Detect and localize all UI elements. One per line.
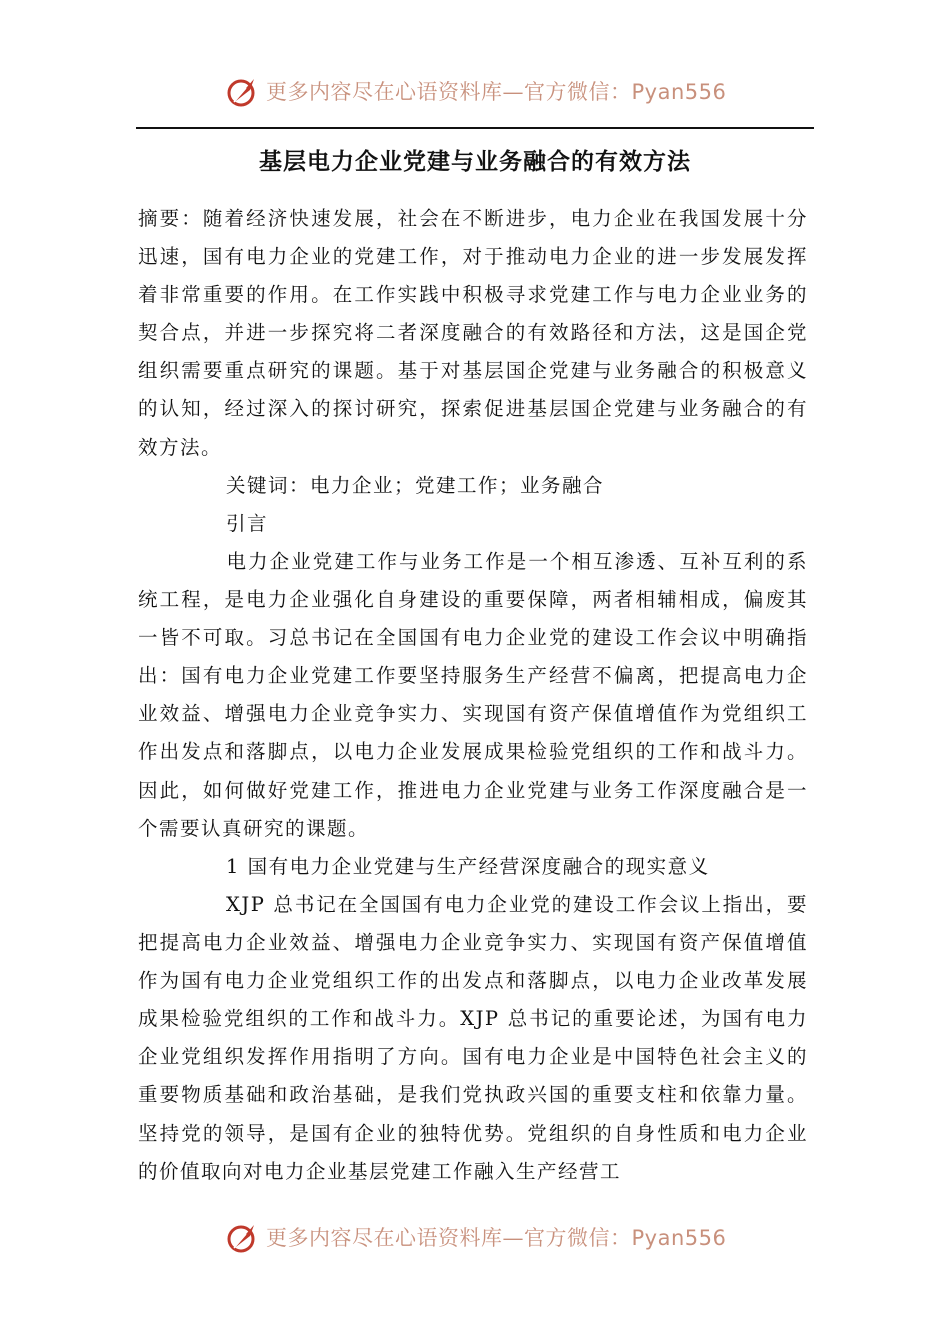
banner-text: 更多内容尽在心语资料库—官方微信：Pyan556	[266, 1226, 727, 1250]
wechat-id: Pyan556	[631, 80, 727, 104]
section-1-paragraph: XJP 总书记在全国国有电力企业党的建设工作会议上指出，要把提高电力企业效益、增强电力企业竞争实力、实现国有资产保值增值作为国有电力企业党组织工作的出发点和落脚点，以电力企业改革发展成果检验党组织的工作和战斗力。XJP 总书记的重要论述，为国有电力企业党组织发挥作用指明了方向。国有电力企业是中国特色社会主义的重要物质基础和政治基础，是我们党执政兴国的重要支柱和依靠力量。坚持党的领导，是国有企业的独特优势。党组织的自身性质和电力企业的价值取向对电力企业基层党建工作融入生产经营工	[138, 893, 808, 1183]
quill-logo-icon	[224, 1220, 260, 1256]
banner-text: 更多内容尽在心语资料库—官方微信：Pyan556	[266, 80, 727, 104]
footer-banner	[0, 1218, 950, 1258]
quill-logo-icon	[224, 74, 260, 110]
wechat-id: Pyan556	[631, 1226, 727, 1250]
intro-paragraph: 电力企业党建工作与业务工作是一个相互渗透、互补互利的系统工程，是电力企业强化自身建设的重要保障，两者相辅相成，偏废其一皆不可取。习总书记在全国国有电力企业党的建设工作会议中明确指出：国有电力企业党建工作要坚持服务生产经营不偏离，把提高电力企业效益、增强电力企业竞争实力、实现国有资产保值增值作为党组织工作出发点和落脚点，以电力企业发展成果检验党组织的工作和战斗力。因此，如何做好党建工作，推进电力企业党建与业务工作深度融合是一个需要认真研究的课题。	[138, 550, 808, 840]
document-title: 基层电力企业党建与业务融合的有效方法	[259, 148, 691, 175]
keywords-line: 关键词：电力企业；党建工作；业务融合	[226, 474, 605, 497]
header-banner	[0, 72, 950, 112]
abstract-paragraph: 摘要：随着经济快速发展，社会在不断进步，电力企业在我国发展十分迅速，国有电力企业的党建工作，对于推动电力企业的进一步发展发挥着非常重要的作用。在工作实践中积极寻求党建工作与电力企业业务的契合点，并进一步探究将二者深度融合的有效路径和方法，这是国企党组织需要重点研究的课题。基于对基层国企党建与业务融合的积极意义的认知，经过深入的探讨研究，探索促进基层国企党建与业务融合的有效方法。	[138, 207, 808, 459]
intro-heading: 引言	[226, 512, 269, 535]
header-rule	[136, 127, 814, 129]
section-1-heading: 1 国有电力企业党建与生产经营深度融合的现实意义	[226, 855, 710, 878]
